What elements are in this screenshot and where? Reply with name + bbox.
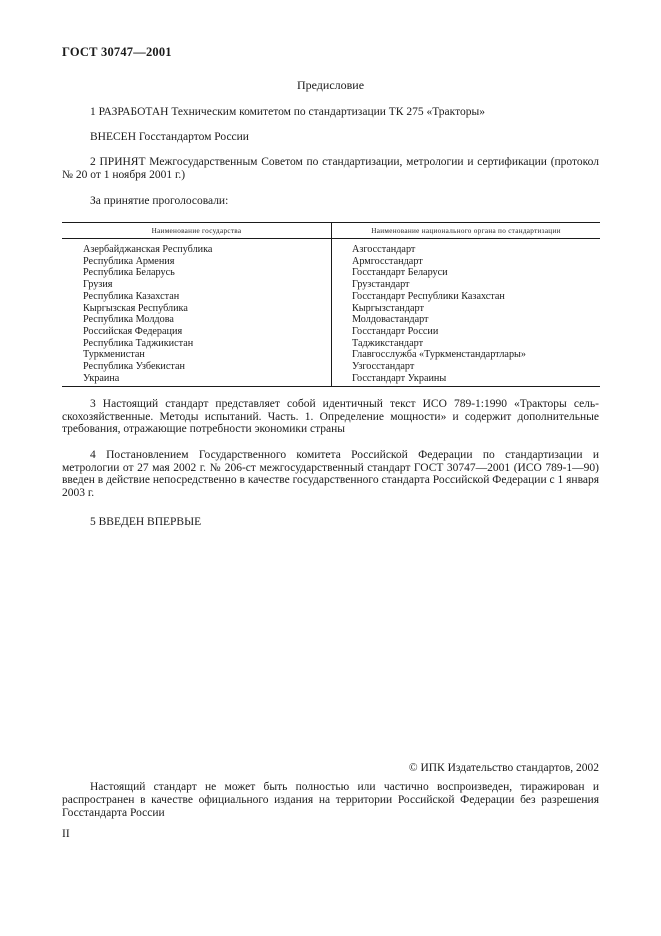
table-row [62,338,600,350]
state-name: Грузия [62,279,332,291]
header-standards-body: Наименование национального органа по стандартизации [332,223,601,239]
standards-body: Узгосстандарт [352,361,415,373]
paragraph-voted-for: За принятие проголосовали: [90,195,229,207]
paragraph-developed-by: 1 РАЗРАБОТАН Техническим комитетом по стандартизации ТК 275 «Тракторы» [90,106,485,118]
state-name: Республика Молдова [62,314,332,326]
paragraph-adopted-by: 2 ПРИНЯТ Межгосударственным Советом по стандартизации, метрологии и сертификации (протокол № 20 от 1 ноября 2001 г.) [62,156,599,181]
state-name: Республика Таджикистан [62,338,332,350]
standards-body: Молдовастандарт [352,314,429,326]
paragraph-identical-text: 3 Настоящий стандарт представляет собой идентичный текст ИСО 789-1:1990 «Тракторы сельскохозяйственные. Методы испытаний. Часть. 1. Определение мощности» и содержит дополнительные требования, отражающие потребности экономики страны [62,398,599,435]
paragraph-first-introduced: 5 ВВЕДЕН ВПЕРВЫЕ [90,516,202,528]
state-name: Республика Беларусь [62,267,332,279]
standards-body: Главгосслужба «Туркменстандартлары» [352,349,526,361]
page-number: II [62,828,70,840]
table-row [62,239,600,256]
table-row [62,349,600,361]
table-row [62,279,600,291]
document-code: ГОСТ 30747—2001 [62,45,172,59]
preface-heading: Предисловие [296,78,365,92]
header-state-name: Наименование государства [62,223,332,239]
state-name: Республика Армения [62,256,332,268]
standards-body: Азгосстандарт [352,244,416,255]
state-name: Республика Узбекистан [62,361,332,373]
table-row [62,361,600,373]
table-row [62,326,600,338]
state-name: Республика Казахстан [62,291,332,303]
standards-body: Таджикстандарт [352,337,424,349]
table-row [62,256,600,268]
reproduction-notice: Настоящий стандарт не может быть полностью или частично воспроизведен, тиражирован и распространен в качестве официального издания на территории Российской Федерации без разрешения Госстандарта России [62,781,599,819]
standards-body: Госстандарт Украины [332,373,601,387]
state-name: Российская Федерация [62,326,332,338]
paragraph-introduced-by: ВНЕСЕН Госстандартом России [90,131,249,143]
state-name: Туркменистан [62,349,332,361]
table-header-row [62,223,600,239]
table-row [62,314,600,326]
state-name: Украина [62,373,332,387]
voting-states-table [62,222,600,387]
standards-body: Госстандарт Беларуси [352,267,448,279]
state-name: Кыргызская Республика [62,303,332,315]
table-row [62,303,600,315]
table-row [62,267,600,279]
paragraph-enactment: 4 Постановлением Государственного комитета Российской Федерации по стандартизации и метрологии от 27 мая 2002 г. № 206-ст межгосударственный стандарт ГОСТ 30747—2001 (ИСО 789-1—90) введен в действие непосредственно в качестве государственного стандарта Российской Федерации с 1 января 2003 г. [62,449,599,499]
table-row [62,291,600,303]
copyright-notice: © ИПК Издательство стандартов, 2002 [408,762,599,774]
state-name: Азербайджанская Республика [62,239,332,256]
standards-body: Госстандарт Республики Казахстан [352,290,505,302]
standards-body: Кыргызстандарт [352,302,424,314]
standards-body: Армгосстандарт [352,255,423,267]
table-row [62,373,600,387]
standards-body: Грузстандарт [352,279,410,291]
standards-body: Госстандарт России [352,325,439,337]
